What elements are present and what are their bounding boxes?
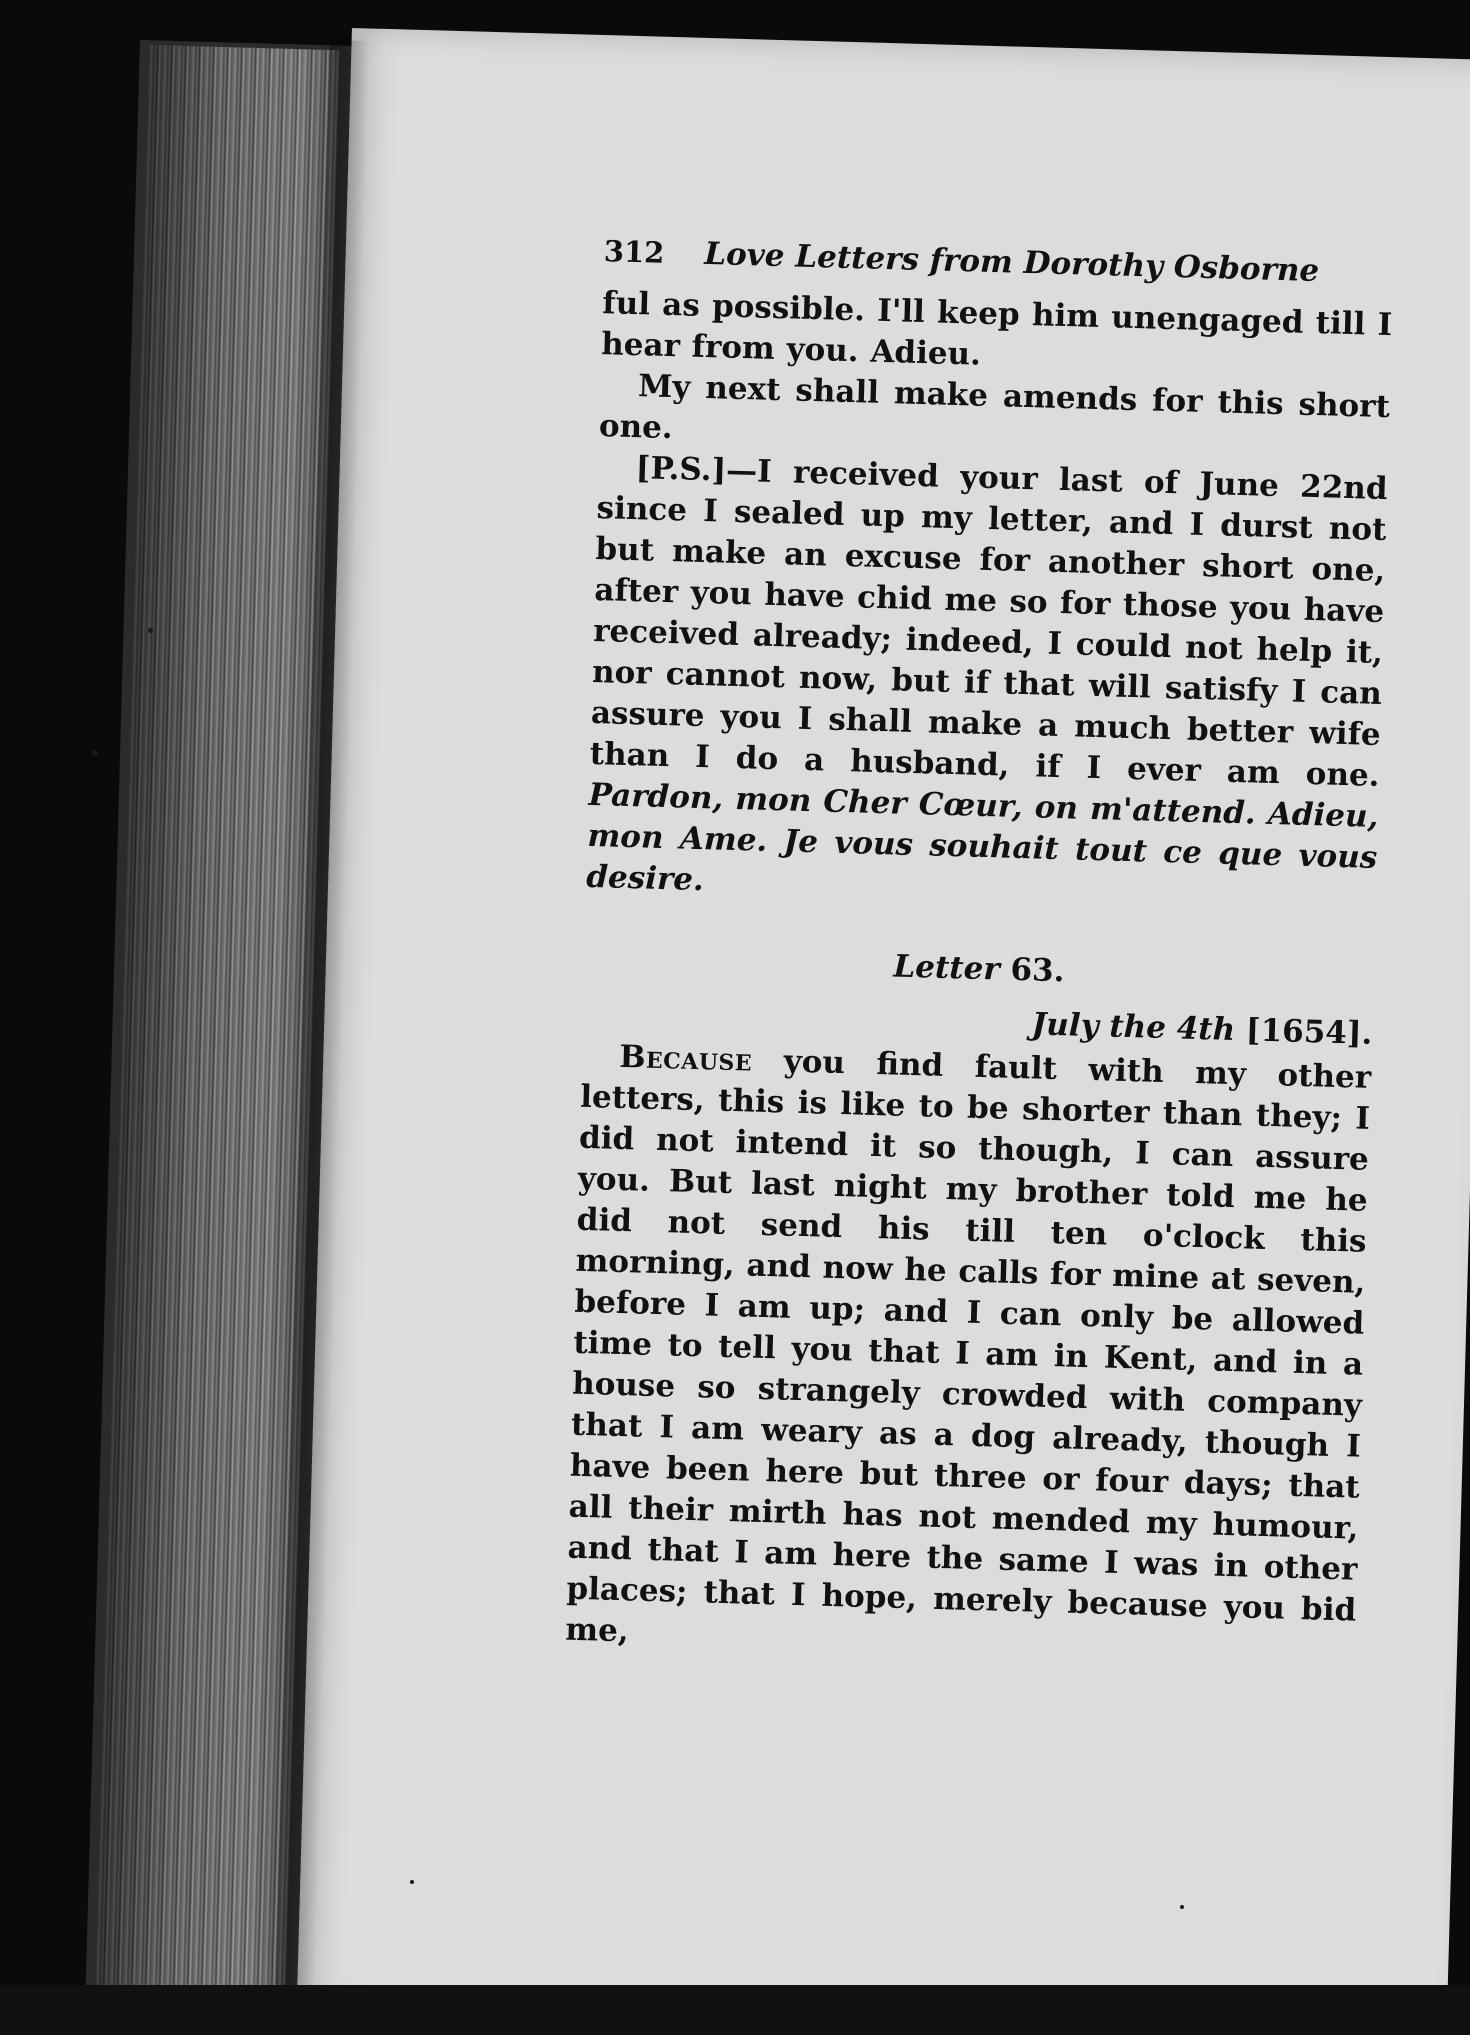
letter-date-year: [1654]. (1245, 1012, 1373, 1052)
letter-date-day: July the 4th (1031, 1006, 1236, 1049)
letter-opening-word: Because (618, 1038, 753, 1079)
book-title: Love Letters from Dorothy Osborne (703, 235, 1320, 290)
letter-number: 63. (1009, 951, 1065, 990)
book-page (297, 28, 1470, 2035)
scan-speck (92, 750, 98, 756)
letter-body (565, 1036, 1372, 1673)
postscript-text: [P.S.]—I received your last of June 22nd since I sealed up my letter, and I durst not but make an excuse for another short one, after you have chid me so for those you have received already; indeed, I could not help it, nor cannot now, but if that will satisfy I can assure you I shall make a much better wife than I do a husband, if I ever am one. (589, 450, 1389, 794)
paragraph-continuation: ful as possible. I'll keep him unengaged till I hear from you. Adieu. (600, 285, 1393, 373)
scan-speck (410, 1880, 414, 1884)
running-head (603, 233, 1394, 291)
paragraph-postscript (586, 447, 1388, 920)
letter-body-text: you find fault with my other letters, this is like to be shorter than they; I did not intend it so though, I can assure you. But last night my brother told me he did not send his till ten o'clock this morning, and now he calls for mine at seven, before I am up; and I can only be allowed time to tell you that I am in Kent, and in a house so strangely crowded with company that I am weary as a dog already, though I have been here but three or four days; that all their mirth has not mended my humour, and that I am here the same I was in other places; that I hope, merely because you bid me, (564, 1043, 1372, 1650)
page-text-block (565, 233, 1394, 1673)
letter-heading (584, 940, 1375, 998)
letter-heading-word: Letter (893, 948, 1001, 988)
scan-speck (1180, 1905, 1184, 1909)
postscript-french: Pardon, mon Cher Cœur, on m'attend. Adieu, mon Ame. Je vous souhait tout ce que vous desire. (585, 776, 1379, 899)
paragraph-amends: My next shall make amends for this short one. (598, 368, 1391, 447)
page-number: 312 (603, 234, 665, 270)
scan-speck (148, 628, 153, 633)
scan-bottom-edge (0, 1985, 1470, 2035)
